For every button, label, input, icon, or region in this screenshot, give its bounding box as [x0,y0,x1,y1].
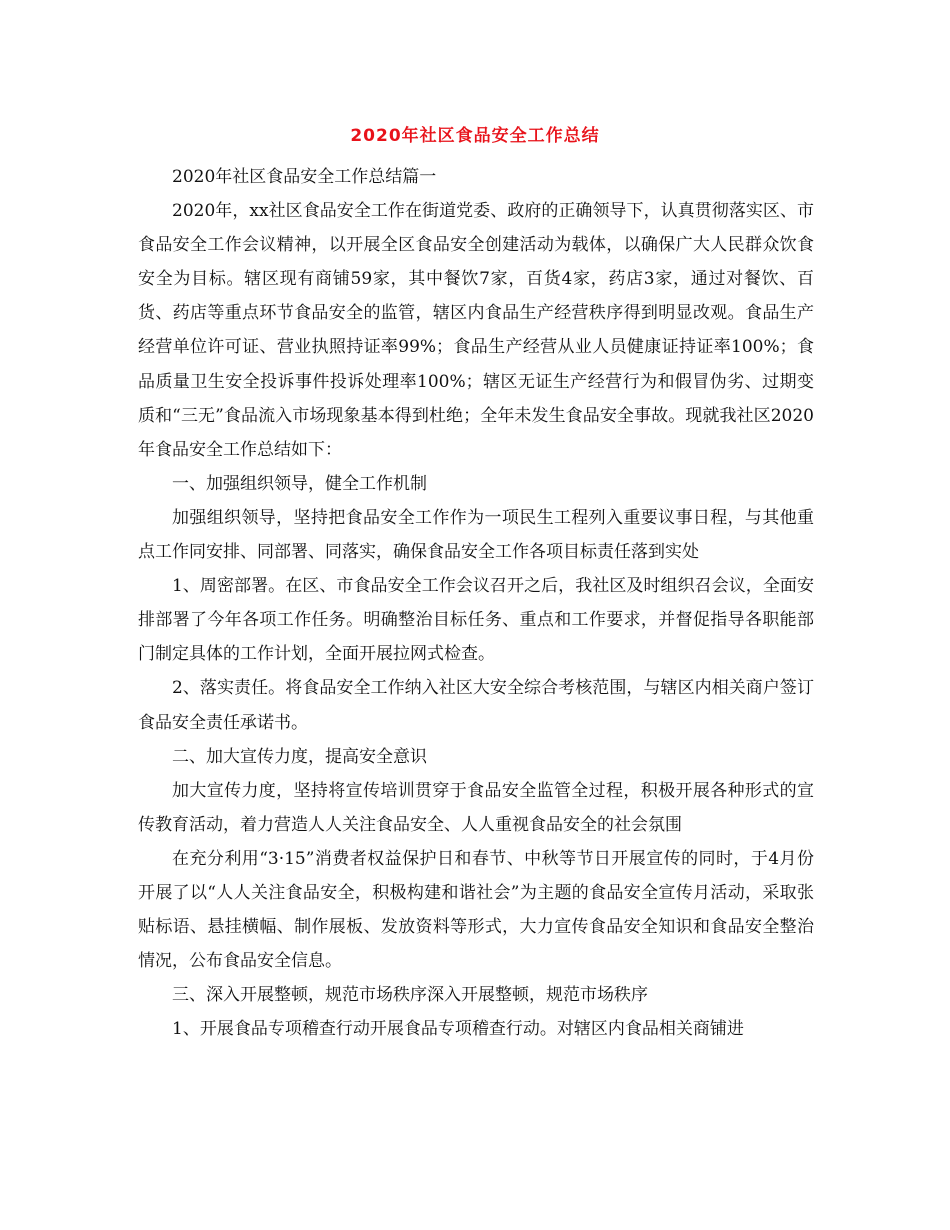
section-heading: 三、深入开展整顿，规范市场秩序深入开展整顿，规范市场秩序 [172,985,648,1006]
section-heading: 二、加大宣传力度，提高安全意识 [172,746,427,767]
document-body [138,160,814,1046]
section-heading: 一、加强组织领导，健全工作机制 [172,473,427,494]
section-heading: 2020年社区食品安全工作总结篇一 [172,167,437,187]
body-paragraph: 加大宣传力度，坚持将宣传培训贯穿于食品安全监管全过程，积极开展各种形式的宣传教育活动，着力营造人人关注食品安全、人人重视食品安全的社会氛围 [138,780,814,835]
document-title: 2020年社区食品安全工作总结 [350,126,600,146]
body-paragraph: 2020年，xx社区食品安全工作在街道党委、政府的正确领导下，认真贯彻落实区、市食品安全工作会议精神，以开展全区食品安全创建活动为载体，以确保广大人民群众饮食安全为目标。辖区现有商铺59家，其中餐饮7家，百货4家，药店3家，通过对餐饮、百货、药店等重点环节食品安全的监管，辖区内食品生产经营秩序得到明显改观。食品生产经营单位许可证、营业执照持证率99%；食品生产经营从业人员健康证持证率100%；食品质量卫生安全投诉事件投诉处理率100%；辖区无证生产经营行为和假冒伪劣、过期变质和“三无”食品流入市场现象基本得到杜绝；全年未发生食品安全事故。现就我社区2020年食品安全工作总结如下： [138,201,814,460]
body-paragraph: 在充分利用“3·15”消费者权益保护日和春节、中秋等节日开展宣传的同时，于4月份开展了以“人人关注食品安全，积极构建和谐社会”为主题的食品安全宣传月活动，采取张贴标语、悬挂横幅、制作展板、发放资料等形式，大力宣传食品安全知识和食品安全整治情况，公布食品安全信息。 [138,848,814,972]
body-paragraph: 加强组织领导，坚持把食品安全工作作为一项民生工程列入重要议事日程，与其他重点工作同安排、同部署、同落实，确保食品安全工作各项目标责任落到实处 [138,507,814,563]
body-paragraph: 1、开展食品专项稽查行动开展食品专项稽查行动。对辖区内食品相关商铺进 [172,1019,744,1040]
body-paragraph: 2、落实责任。将食品安全工作纳入社区大安全综合考核范围，与辖区内相关商户签订食品安全责任承诺书。 [138,678,814,733]
body-paragraph: 1、周密部署。在区、市食品安全工作会议召开之后，我社区及时组织召会议，全面安排部署了今年各项工作任务。明确整治目标任务、重点和工作要求，并督促指导各职能部门制定具体的工作计划，全面开展拉网式检查。 [138,576,814,665]
